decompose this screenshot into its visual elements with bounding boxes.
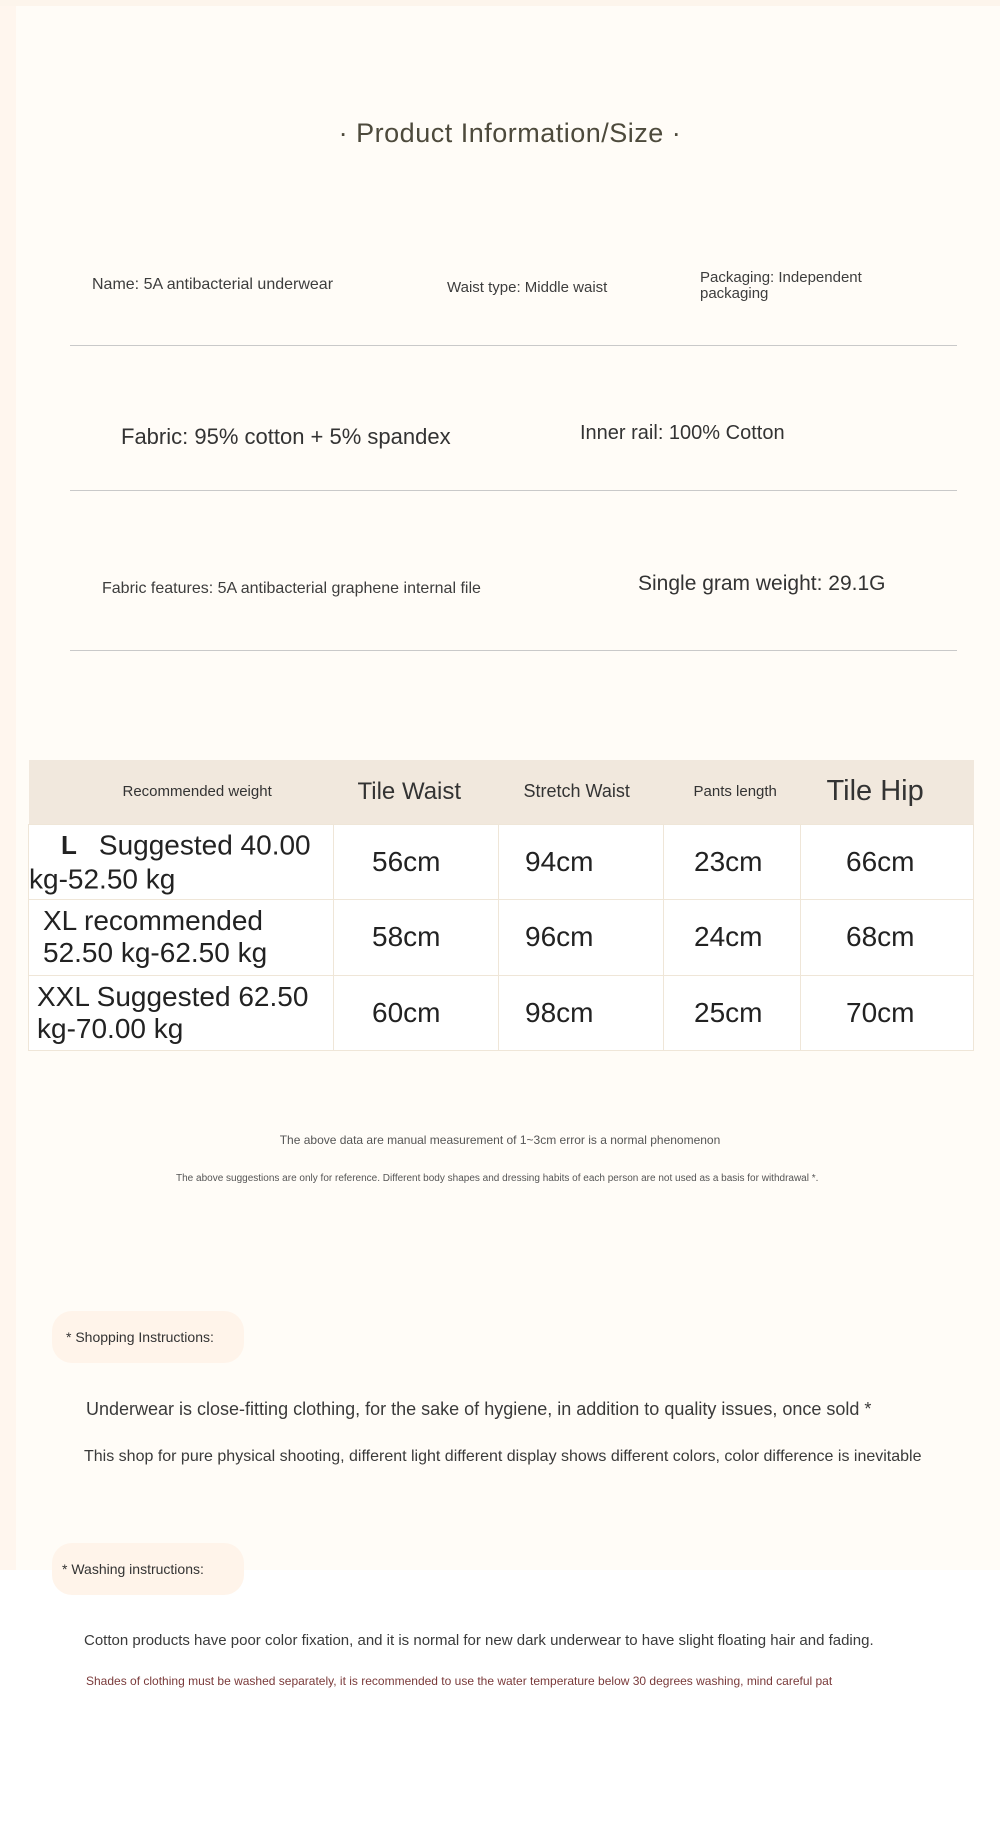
washing-warning-line: Shades of clothing must be washed separately, it is recommended to use the water temperature below 30 degrees washing, mind careful pat: [86, 1674, 833, 1688]
cell-tile-waist: 58cm: [334, 899, 499, 975]
spec-packaging: Packaging: Independent packaging: [700, 269, 862, 302]
cell-recommended-weight: XL recommended 52.50 kg-62.50 kg: [29, 899, 334, 975]
shopping-instruction-line: Underwear is close-fitting clothing, for the sake of hygiene, in addition to quality issues, once sold *: [86, 1399, 872, 1419]
shopping-heading-text: * Shopping Instructions:: [66, 1329, 214, 1345]
spec-gram-weight: Single gram weight: 29.1G: [638, 572, 886, 595]
cell-recommended-weight: XXL Suggested 62.50 kg-70.00 kg: [29, 975, 334, 1050]
left-edge-strip: [0, 0, 16, 1570]
column-header-stretch-waist: Stretch Waist: [499, 760, 664, 824]
page-title: · Product Information/Size ·: [338, 118, 682, 148]
cell-tile-hip: 66cm: [801, 824, 974, 899]
table-row: [29, 824, 974, 899]
spec-waist-type: Waist type: Middle waist: [447, 279, 608, 296]
column-header-tile-hip: Tile Hip: [801, 760, 974, 824]
column-header-pants-length: Pants length: [664, 760, 801, 824]
divider: [70, 345, 957, 346]
cell-tile-waist: 56cm: [334, 824, 499, 899]
spec-fabric-features: Fabric features: 5A antibacterial graphene internal file: [102, 580, 481, 597]
column-header-tile-waist: Tile Waist: [334, 760, 499, 824]
divider: [70, 490, 957, 491]
reference-note: The above suggestions are only for reference. Different body shapes and dressing habits of each person are not used as a basis for withdrawal *.: [176, 1173, 819, 1184]
cell-stretch-waist: 96cm: [499, 899, 664, 975]
cell-tile-waist: 60cm: [334, 975, 499, 1050]
shopping-instruction-line: This shop for pure physical shooting, different light different display shows different colors, color difference is inevitable: [84, 1448, 922, 1465]
size-table-header-row: [29, 760, 974, 824]
washing-heading-text: * Washing instructions:: [62, 1561, 204, 1577]
weight-range: Suggested 40.00 kg-52.50 kg: [29, 829, 311, 895]
measurement-note: The above data are manual measurement of 1~3cm error is a normal phenomenon: [279, 1133, 721, 1147]
shopping-instructions-heading: [52, 1311, 244, 1363]
cell-tile-hip: 70cm: [801, 975, 974, 1050]
cell-stretch-waist: 98cm: [499, 975, 664, 1050]
cell-pants-length: 25cm: [664, 975, 801, 1050]
top-edge-strip: [0, 0, 1000, 6]
washing-instruction-line: Cotton products have poor color fixation, and it is normal for new dark underwear to have slight floating hair and fading.: [84, 1632, 874, 1649]
cell-stretch-waist: 94cm: [499, 824, 664, 899]
spec-fabric: Fabric: 95% cotton + 5% spandex: [121, 424, 451, 449]
spec-inner-rail: Inner rail: 100% Cotton: [580, 422, 785, 444]
divider: [70, 650, 957, 651]
size-table: [28, 760, 974, 1051]
table-row: [29, 899, 974, 975]
cell-pants-length: 24cm: [664, 899, 801, 975]
spec-name: Name: 5A antibacterial underwear: [92, 276, 334, 293]
cell-recommended-weight: [29, 824, 334, 899]
column-header-recommended-weight: Recommended weight: [29, 760, 334, 824]
table-row: [29, 975, 974, 1050]
size-label: L: [61, 830, 77, 860]
cell-pants-length: 23cm: [664, 824, 801, 899]
washing-instructions-heading: [52, 1543, 244, 1595]
cell-tile-hip: 68cm: [801, 899, 974, 975]
